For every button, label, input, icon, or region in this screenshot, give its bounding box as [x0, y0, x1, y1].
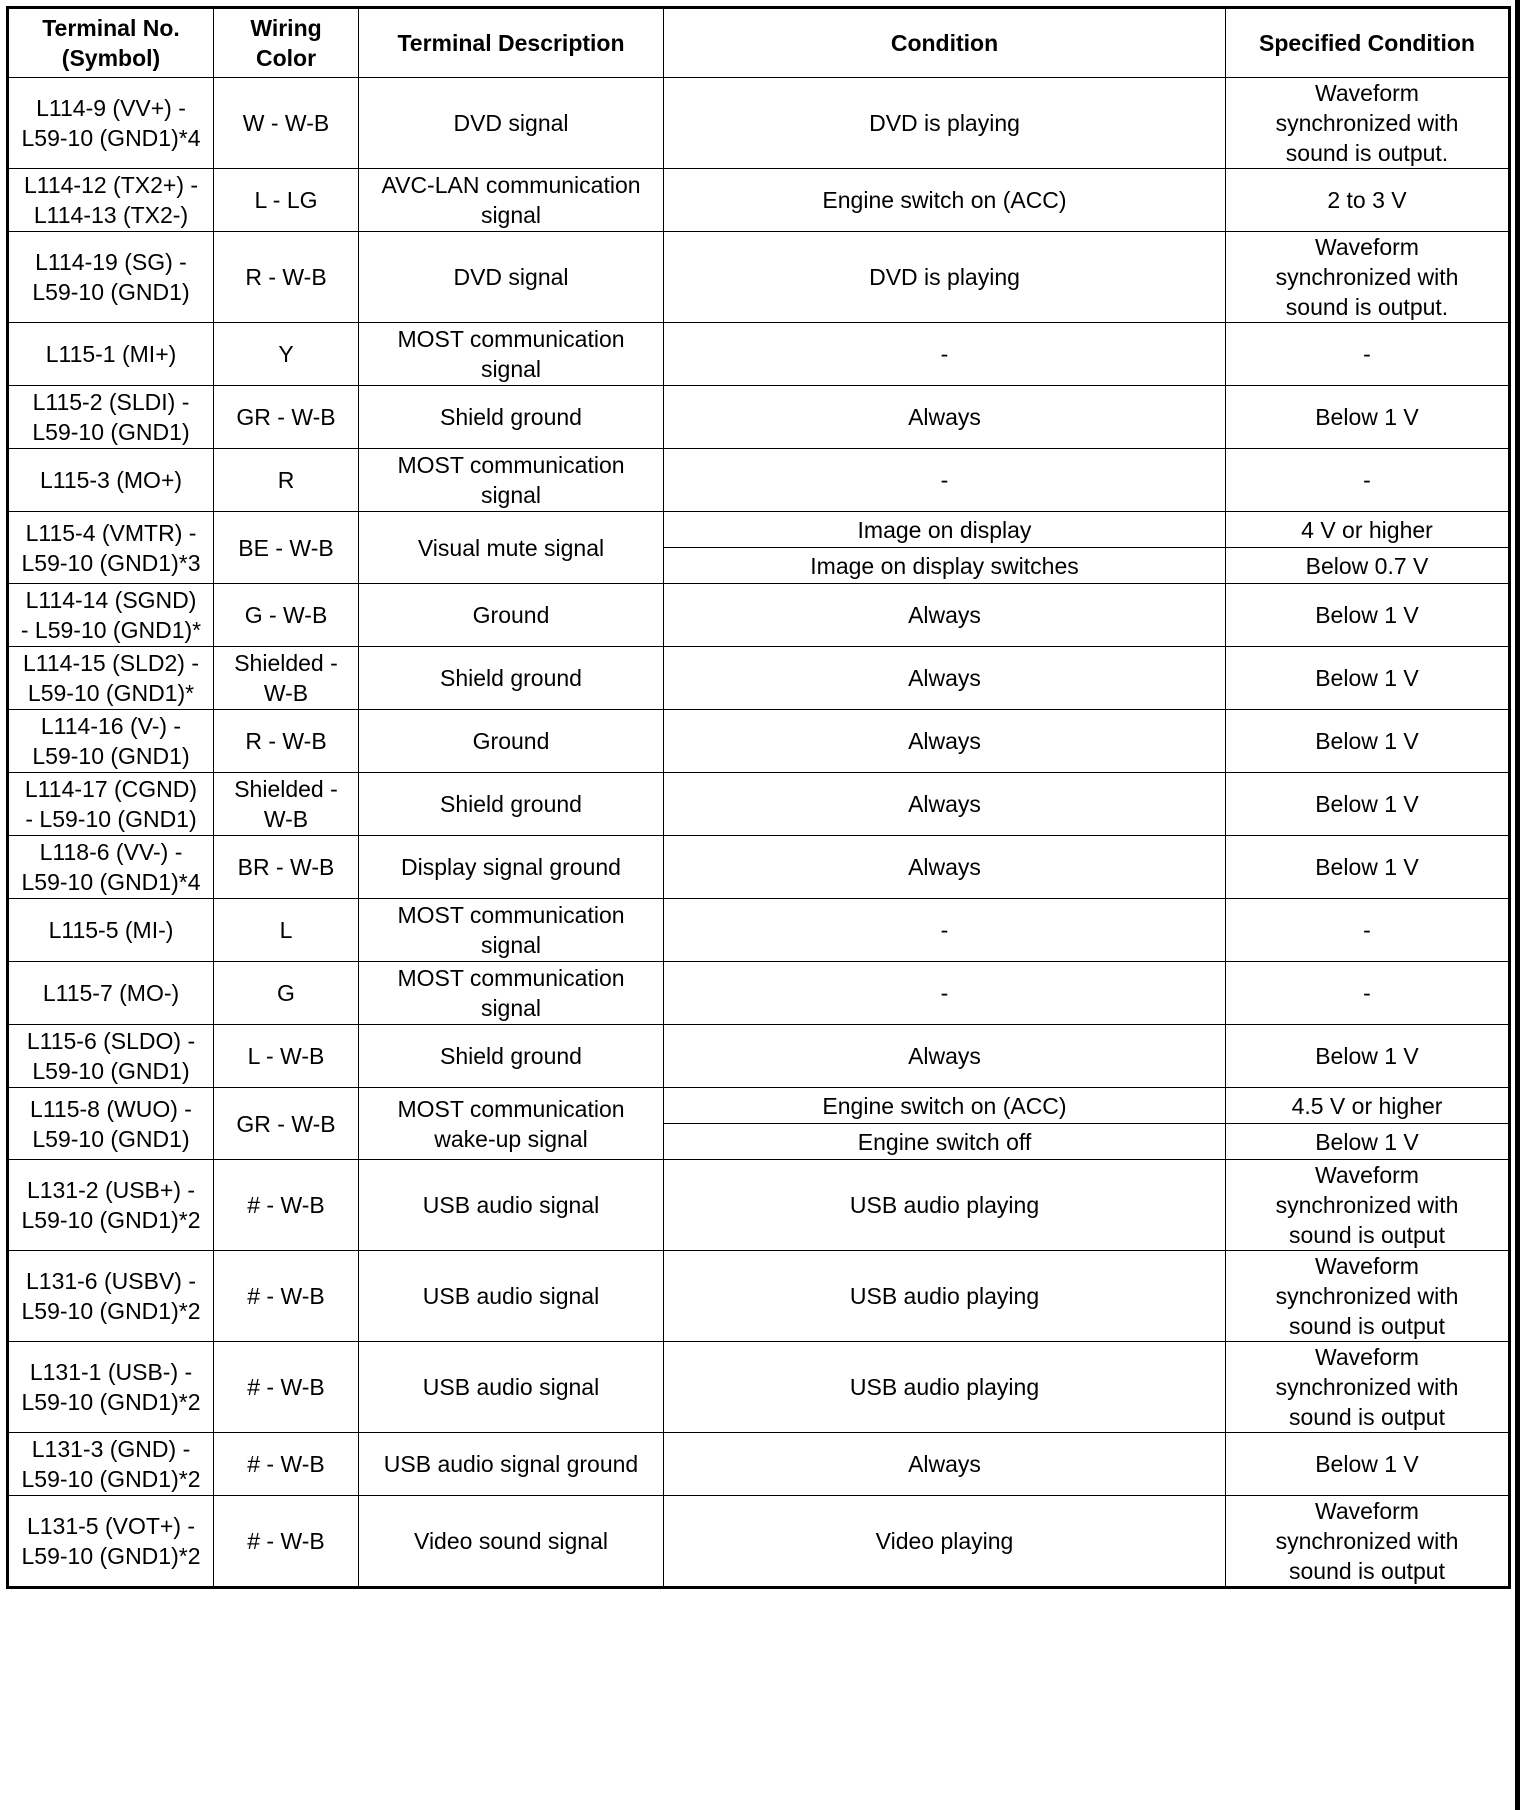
- cell-description: USB audio signal ground: [359, 1433, 664, 1496]
- cell-wiring-color: G: [214, 962, 359, 1025]
- cell-terminal: L131-3 (GND) - L59-10 (GND1)*2: [8, 1433, 214, 1496]
- cell-terminal: L114-9 (VV+) - L59-10 (GND1)*4: [8, 78, 214, 169]
- cell-description: Visual mute signal: [359, 512, 664, 584]
- cell-condition: USB audio playing: [664, 1342, 1226, 1433]
- page-edge-bar: [1515, 0, 1520, 1810]
- cell-description: Ground: [359, 710, 664, 773]
- cell-condition: Engine switch on (ACC): [664, 1088, 1226, 1124]
- header-terminal-no: Terminal No. (Symbol): [8, 8, 214, 78]
- cell-specified-condition: Below 1 V: [1226, 1025, 1510, 1088]
- cell-description: AVC-LAN communication signal: [359, 169, 664, 232]
- cell-terminal: L115-3 (MO+): [8, 449, 214, 512]
- table-body: [8, 78, 1510, 1588]
- cell-condition: USB audio playing: [664, 1251, 1226, 1342]
- cell-condition: Always: [664, 1433, 1226, 1496]
- cell-condition: DVD is playing: [664, 78, 1226, 169]
- cell-description: DVD signal: [359, 78, 664, 169]
- cell-specified-condition: -: [1226, 962, 1510, 1025]
- cell-terminal: L131-1 (USB-) - L59-10 (GND1)*2: [8, 1342, 214, 1433]
- cell-specified-condition: Waveform synchronized with sound is output.: [1226, 78, 1510, 169]
- cell-condition: DVD is playing: [664, 232, 1226, 323]
- table-row: [8, 169, 1510, 232]
- cell-specified-condition: -: [1226, 449, 1510, 512]
- table-row: [8, 647, 1510, 710]
- cell-wiring-color: # - W-B: [214, 1496, 359, 1588]
- cell-terminal: L118-6 (VV-) - L59-10 (GND1)*4: [8, 836, 214, 899]
- cell-description: Display signal ground: [359, 836, 664, 899]
- cell-description: USB audio signal: [359, 1342, 664, 1433]
- header-terminal-description: Terminal Description: [359, 8, 664, 78]
- cell-wiring-color: # - W-B: [214, 1160, 359, 1251]
- cell-condition: Always: [664, 710, 1226, 773]
- cell-terminal: L115-6 (SLDO) - L59-10 (GND1): [8, 1025, 214, 1088]
- table-row: [8, 1088, 1510, 1124]
- cell-condition: Always: [664, 647, 1226, 710]
- cell-specified-condition: 2 to 3 V: [1226, 169, 1510, 232]
- cell-description: Shield ground: [359, 647, 664, 710]
- cell-terminal: L115-5 (MI-): [8, 899, 214, 962]
- cell-wiring-color: R: [214, 449, 359, 512]
- cell-specified-condition: Waveform synchronized with sound is output: [1226, 1251, 1510, 1342]
- cell-wiring-color: Shielded - W-B: [214, 647, 359, 710]
- cell-specified-condition: Below 1 V: [1226, 647, 1510, 710]
- cell-terminal: L131-2 (USB+) - L59-10 (GND1)*2: [8, 1160, 214, 1251]
- cell-wiring-color: BE - W-B: [214, 512, 359, 584]
- table-row: [8, 584, 1510, 647]
- cell-condition: Image on display: [664, 512, 1226, 548]
- cell-wiring-color: Y: [214, 323, 359, 386]
- cell-description: Shield ground: [359, 386, 664, 449]
- cell-terminal: L114-17 (CGND) - L59-10 (GND1): [8, 773, 214, 836]
- cell-terminal: L115-1 (MI+): [8, 323, 214, 386]
- cell-condition: -: [664, 962, 1226, 1025]
- cell-wiring-color: # - W-B: [214, 1342, 359, 1433]
- cell-specified-condition: Below 1 V: [1226, 773, 1510, 836]
- cell-terminal: L115-8 (WUO) - L59-10 (GND1): [8, 1088, 214, 1160]
- cell-terminal: L114-15 (SLD2) - L59-10 (GND1)*: [8, 647, 214, 710]
- cell-condition: Video playing: [664, 1496, 1226, 1588]
- cell-condition: -: [664, 323, 1226, 386]
- cell-specified-condition: Below 1 V: [1226, 584, 1510, 647]
- cell-condition: -: [664, 899, 1226, 962]
- cell-description: Shield ground: [359, 1025, 664, 1088]
- cell-wiring-color: R - W-B: [214, 232, 359, 323]
- cell-specified-condition: Waveform synchronized with sound is output: [1226, 1496, 1510, 1588]
- table-row: [8, 512, 1510, 548]
- cell-wiring-color: GR - W-B: [214, 1088, 359, 1160]
- cell-terminal: L114-12 (TX2+) - L114-13 (TX2-): [8, 169, 214, 232]
- cell-specified-condition: 4 V or higher: [1226, 512, 1510, 548]
- table-row: [8, 78, 1510, 169]
- table-row: [8, 773, 1510, 836]
- table-row: [8, 1160, 1510, 1251]
- header-specified-condition: Specified Condition: [1226, 8, 1510, 78]
- table-row: [8, 232, 1510, 323]
- header-wiring-color: Wiring Color: [214, 8, 359, 78]
- cell-specified-condition: Below 1 V: [1226, 386, 1510, 449]
- cell-specified-condition: Below 1 V: [1226, 1124, 1510, 1160]
- cell-terminal: L114-16 (V-) - L59-10 (GND1): [8, 710, 214, 773]
- cell-wiring-color: Shielded - W-B: [214, 773, 359, 836]
- table-row: [8, 962, 1510, 1025]
- table-row: [8, 1025, 1510, 1088]
- cell-specified-condition: Waveform synchronized with sound is output.: [1226, 232, 1510, 323]
- table-row: [8, 386, 1510, 449]
- cell-specified-condition: Waveform synchronized with sound is output: [1226, 1342, 1510, 1433]
- cell-specified-condition: 4.5 V or higher: [1226, 1088, 1510, 1124]
- cell-wiring-color: GR - W-B: [214, 386, 359, 449]
- cell-terminal: L115-7 (MO-): [8, 962, 214, 1025]
- cell-condition: -: [664, 449, 1226, 512]
- cell-terminal: L115-4 (VMTR) - L59-10 (GND1)*3: [8, 512, 214, 584]
- cell-terminal: L131-5 (VOT+) - L59-10 (GND1)*2: [8, 1496, 214, 1588]
- cell-condition: Engine switch on (ACC): [664, 169, 1226, 232]
- table-row: [8, 1496, 1510, 1588]
- cell-description: Video sound signal: [359, 1496, 664, 1588]
- cell-description: Ground: [359, 584, 664, 647]
- cell-specified-condition: Below 1 V: [1226, 836, 1510, 899]
- table-row: [8, 836, 1510, 899]
- cell-wiring-color: L: [214, 899, 359, 962]
- cell-specified-condition: -: [1226, 323, 1510, 386]
- cell-description: MOST communication signal: [359, 962, 664, 1025]
- cell-description: MOST communication signal: [359, 323, 664, 386]
- table-row: [8, 710, 1510, 773]
- cell-condition: Always: [664, 386, 1226, 449]
- cell-wiring-color: # - W-B: [214, 1433, 359, 1496]
- cell-condition: Always: [664, 773, 1226, 836]
- cell-condition: Always: [664, 584, 1226, 647]
- cell-wiring-color: L - W-B: [214, 1025, 359, 1088]
- cell-wiring-color: # - W-B: [214, 1251, 359, 1342]
- cell-description: MOST communication signal: [359, 899, 664, 962]
- cell-terminal: L114-19 (SG) - L59-10 (GND1): [8, 232, 214, 323]
- terminal-table-sheet: [6, 6, 1508, 1802]
- cell-wiring-color: L - LG: [214, 169, 359, 232]
- cell-description: MOST communication signal: [359, 449, 664, 512]
- cell-terminal: L131-6 (USBV) - L59-10 (GND1)*2: [8, 1251, 214, 1342]
- cell-description: Shield ground: [359, 773, 664, 836]
- cell-terminal: L114-14 (SGND) - L59-10 (GND1)*: [8, 584, 214, 647]
- cell-wiring-color: G - W-B: [214, 584, 359, 647]
- cell-wiring-color: BR - W-B: [214, 836, 359, 899]
- table-header-row: [8, 8, 1510, 78]
- cell-wiring-color: W - W-B: [214, 78, 359, 169]
- cell-condition: USB audio playing: [664, 1160, 1226, 1251]
- table-row: [8, 323, 1510, 386]
- table-row: [8, 1433, 1510, 1496]
- terminal-table: [6, 6, 1511, 1589]
- cell-wiring-color: R - W-B: [214, 710, 359, 773]
- cell-condition: Always: [664, 1025, 1226, 1088]
- cell-condition: Always: [664, 836, 1226, 899]
- header-condition: Condition: [664, 8, 1226, 78]
- table-row: [8, 1342, 1510, 1433]
- cell-condition: Engine switch off: [664, 1124, 1226, 1160]
- table-row: [8, 1251, 1510, 1342]
- cell-specified-condition: Below 1 V: [1226, 710, 1510, 773]
- cell-specified-condition: Below 1 V: [1226, 1433, 1510, 1496]
- cell-specified-condition: -: [1226, 899, 1510, 962]
- cell-terminal: L115-2 (SLDI) - L59-10 (GND1): [8, 386, 214, 449]
- cell-description: USB audio signal: [359, 1160, 664, 1251]
- table-row: [8, 449, 1510, 512]
- cell-specified-condition: Waveform synchronized with sound is output: [1226, 1160, 1510, 1251]
- table-row: [8, 899, 1510, 962]
- cell-description: MOST communication wake-up signal: [359, 1088, 664, 1160]
- cell-description: DVD signal: [359, 232, 664, 323]
- cell-condition: Image on display switches: [664, 548, 1226, 584]
- cell-specified-condition: Below 0.7 V: [1226, 548, 1510, 584]
- cell-description: USB audio signal: [359, 1251, 664, 1342]
